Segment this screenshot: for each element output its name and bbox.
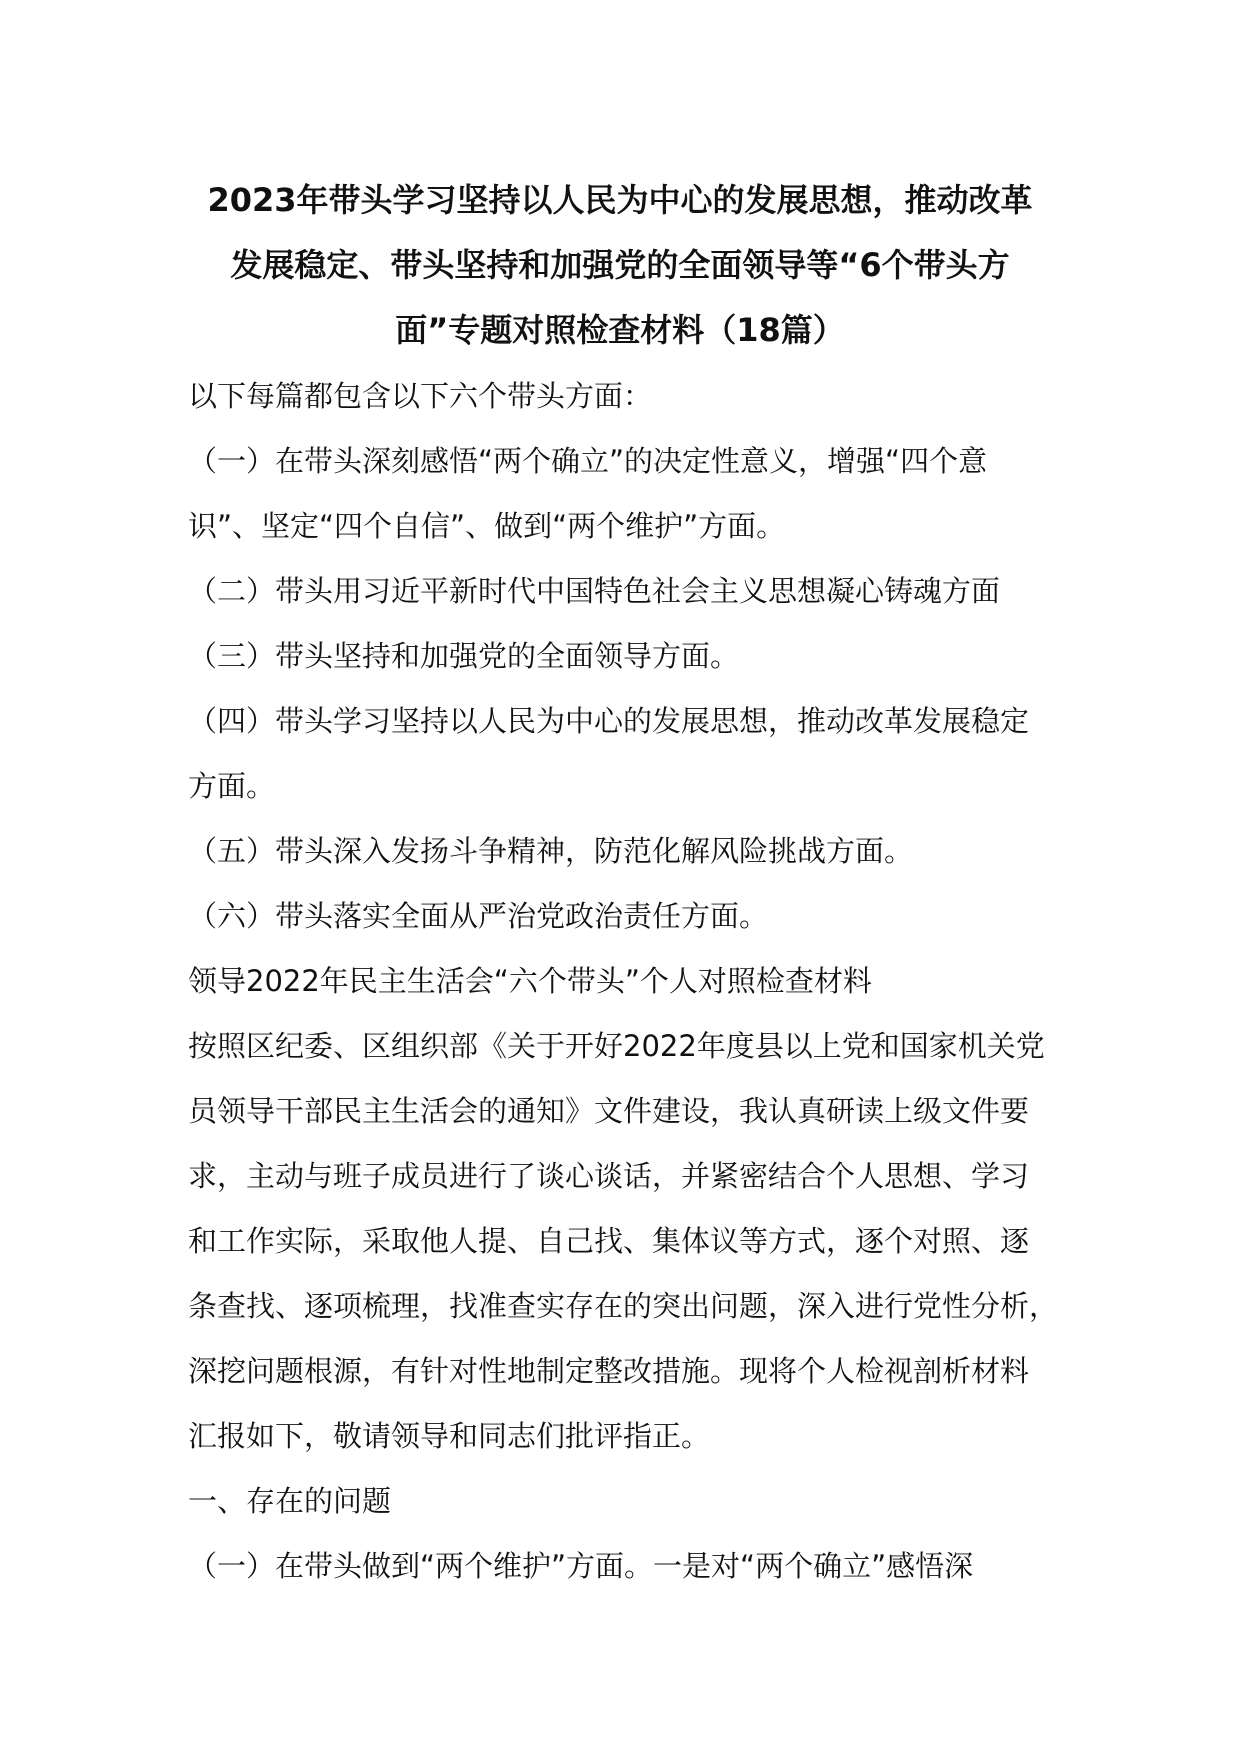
- paragraph-line: 求，主动与班子成员进行了谈心谈话，并紧密结合个人思想、学习: [188, 1159, 1030, 1193]
- paragraph-line: 员领导干部民主生活会的通知》文件建设，我认真研读上级文件要: [188, 1094, 1030, 1128]
- document-title: [150, 168, 1090, 363]
- list-item-2: （二）带头用习近平新时代中国特色社会主义思想凝心铸魂方面: [188, 574, 1001, 608]
- title-line: 面”专题对照检查材料（18篇）: [395, 311, 845, 349]
- paragraph-line: （一）在带头做到“两个维护”方面。一是对“两个确立”感悟深: [188, 1549, 974, 1583]
- paragraph-line: 汇报如下，敬请领导和同志们批评指正。: [188, 1419, 711, 1453]
- paragraph-line: 按照区纪委、区组织部《关于开好2022年度县以上党和国家机关党: [188, 1029, 1045, 1063]
- list-item-4: （四）带头学习坚持以人民为中心的发展思想，推动改革发展稳定: [188, 704, 1030, 738]
- intro-line: 以下每篇都包含以下六个带头方面：: [188, 379, 653, 413]
- title-line: 发展稳定、带头坚持和加强党的全面领导等“6个带头方: [230, 246, 1010, 284]
- document-body: [188, 364, 1098, 1599]
- title-line: 2023年带头学习坚持以人民为中心的发展思想，推动改革: [207, 181, 1033, 219]
- list-item-3: （三）带头坚持和加强党的全面领导方面。: [188, 639, 740, 673]
- list-item-1: （一）在带头深刻感悟“两个确立”的决定性意义，增强“四个意: [188, 444, 988, 478]
- list-item-1-cont: 识”、坚定“四个自信”、做到“两个维护”方面。: [188, 509, 786, 543]
- paragraph-line: 深挖问题根源，有针对性地制定整改措施。现将个人检视剖析材料: [188, 1354, 1030, 1388]
- paragraph-line: 和工作实际，采取他人提、自己找、集体议等方式，逐个对照、逐: [188, 1224, 1030, 1258]
- section-heading: 领导2022年民主生活会“六个带头”个人对照检查材料: [188, 964, 872, 998]
- subsection-heading: 一、存在的问题: [188, 1484, 392, 1518]
- list-item-5: （五）带头深入发扬斗争精神，防范化解风险挑战方面。: [188, 834, 914, 868]
- list-item-6: （六）带头落实全面从严治党政治责任方面。: [188, 899, 769, 933]
- list-item-4-cont: 方面。: [188, 769, 276, 803]
- paragraph-line: 条查找、逐项梳理，找准查实存在的突出问题，深入进行党性分析，: [188, 1289, 1059, 1323]
